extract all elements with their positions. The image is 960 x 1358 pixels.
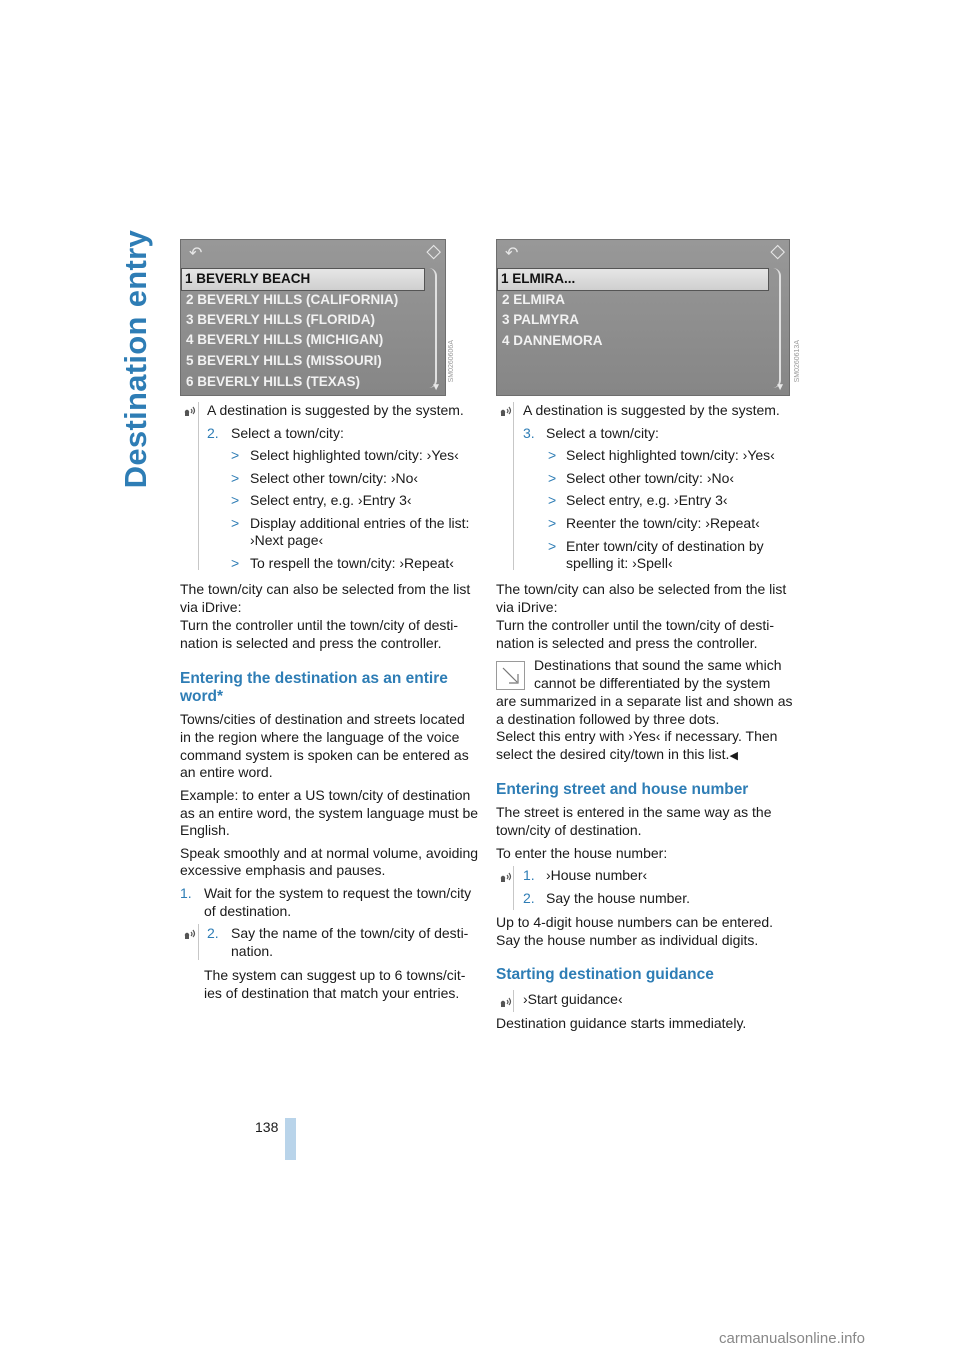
note-text: Destinations that sound the same which bbox=[534, 657, 782, 673]
paragraph: English. bbox=[180, 822, 230, 838]
paragraph: via iDrive: bbox=[180, 599, 242, 615]
paragraph: Say the house number as individual digits. bbox=[496, 932, 759, 948]
note-text: are summarized in a separate list and shown as bbox=[496, 693, 793, 709]
list-item: Select entry, e.g. ›Entry 3‹ bbox=[566, 492, 728, 508]
paragraph: To enter the house number: bbox=[496, 845, 668, 861]
paragraph: nation is selected and press the controller. bbox=[180, 635, 442, 651]
watermark: carmanualsonline.info bbox=[719, 1330, 865, 1347]
controller-dpad-icon: ◇ bbox=[426, 241, 441, 262]
screen-right bbox=[496, 239, 790, 396]
back-arrow-icon[interactable]: ↶ bbox=[189, 245, 203, 262]
list-item[interactable]: 3 PALMYRA bbox=[502, 312, 580, 327]
page-bar bbox=[285, 1118, 296, 1160]
voice-block-border bbox=[513, 866, 514, 910]
page-number: 138 bbox=[255, 1119, 279, 1135]
bullet-icon: > bbox=[231, 447, 240, 463]
voice-intro: A destination is suggested by the system. bbox=[523, 402, 780, 418]
step-text: nation. bbox=[231, 943, 274, 959]
list-item: Select highlighted town/city: ›Yes‹ bbox=[566, 447, 775, 463]
bullet-icon: > bbox=[231, 470, 240, 486]
step-number: 2. bbox=[523, 890, 535, 906]
list-item[interactable]: 6 BEVERLY HILLS (TEXAS) bbox=[186, 374, 361, 389]
paragraph: Turn the controller until the town/city of desti- bbox=[180, 617, 459, 633]
paragraph: command system is spoken can be entered as bbox=[180, 747, 469, 763]
list-item: Select highlighted town/city: ›Yes‹ bbox=[250, 447, 459, 463]
note-box bbox=[496, 661, 525, 690]
voice-block-border bbox=[513, 402, 514, 570]
voice-command-icon bbox=[499, 870, 513, 882]
bullet-icon: > bbox=[548, 447, 557, 463]
section-heading: Starting destination guidance bbox=[496, 966, 714, 983]
paragraph: an entire word. bbox=[180, 764, 273, 780]
back-arrow-icon[interactable]: ↶ bbox=[505, 245, 519, 262]
list-item[interactable]: 2 ELMIRA bbox=[502, 292, 566, 307]
voice-command-icon bbox=[499, 404, 513, 416]
paragraph: The system can suggest up to 6 towns/cit- bbox=[204, 967, 466, 983]
bullet-icon: > bbox=[231, 515, 240, 531]
step-text: Select a town/city: bbox=[546, 425, 659, 441]
step-number: 3. bbox=[523, 425, 535, 441]
bullet-icon: > bbox=[548, 538, 557, 554]
paragraph: Destination guidance starts immediately. bbox=[496, 1015, 747, 1031]
list-item[interactable]: 3 BEVERLY HILLS (FLORIDA) bbox=[186, 312, 376, 327]
paragraph: The town/city can also be selected from the list bbox=[496, 581, 787, 597]
section-heading: Entering street and house number bbox=[496, 781, 749, 798]
step-number: 1. bbox=[180, 885, 192, 901]
list-item[interactable]: 1 ELMIRA... bbox=[497, 268, 769, 291]
screen-left bbox=[180, 239, 446, 396]
note-text: select the desired city/town in this list.◀ bbox=[496, 746, 738, 762]
voice-block-border bbox=[513, 990, 514, 1012]
bullet-icon: > bbox=[548, 515, 557, 531]
paragraph: via iDrive: bbox=[496, 599, 558, 615]
section-heading: word* bbox=[180, 688, 224, 705]
list-item: Reenter the town/city: ›Repeat‹ bbox=[566, 515, 760, 531]
paragraph: nation is selected and press the controller. bbox=[496, 635, 758, 651]
paragraph: Example: to enter a US town/city of destination bbox=[180, 787, 471, 803]
end-mark-icon: ◀ bbox=[729, 750, 738, 762]
paragraph: The street is entered in the same way as the bbox=[496, 804, 772, 820]
step-text: ›House number‹ bbox=[546, 867, 648, 883]
list-item-cont: ›Next page‹ bbox=[250, 532, 324, 548]
step-text: Wait for the system to request the town/city bbox=[204, 885, 472, 901]
paragraph: excessive emphasis and pauses. bbox=[180, 862, 386, 878]
voice-block-border bbox=[198, 402, 199, 570]
list-item[interactable]: 4 BEVERLY HILLS (MICHIGAN) bbox=[186, 332, 384, 347]
list-item: Select other town/city: ›No‹ bbox=[250, 470, 419, 486]
list-item[interactable]: 1 BEVERLY BEACH bbox=[181, 268, 425, 291]
scroll-down-icon[interactable]: ▼ bbox=[775, 382, 785, 393]
step-number: 2. bbox=[207, 425, 219, 441]
voice-command-icon bbox=[499, 995, 513, 1007]
list-item: Select other town/city: ›No‹ bbox=[566, 470, 735, 486]
paragraph: town/city of destination. bbox=[496, 822, 642, 838]
list-item: Enter town/city of destination by bbox=[566, 538, 764, 554]
image-code: SM0260613A bbox=[794, 340, 801, 383]
list-item-cont: spelling it: ›Spell‹ bbox=[566, 555, 673, 571]
step-number: 1. bbox=[523, 867, 535, 883]
note-text: Select this entry with ›Yes‹ if necessary. Then bbox=[496, 728, 778, 744]
paragraph: as an entire word, the system language must be bbox=[180, 805, 479, 821]
voice-block-border bbox=[198, 924, 199, 960]
paragraph: The town/city can also be selected from the list bbox=[180, 581, 471, 597]
paragraph: ies of destination that match your entries. bbox=[204, 985, 460, 1001]
step-text: Say the name of the town/city of desti- bbox=[231, 925, 469, 941]
voice-command: ›Start guidance‹ bbox=[523, 991, 623, 1007]
paragraph: Towns/cities of destination and streets located bbox=[180, 711, 465, 727]
note-arrow-icon bbox=[497, 662, 524, 689]
list-item: Select entry, e.g. ›Entry 3‹ bbox=[250, 492, 412, 508]
scroll-down-icon[interactable]: ▼ bbox=[431, 382, 441, 393]
bullet-icon: > bbox=[231, 555, 240, 571]
paragraph: Turn the controller until the town/city of desti- bbox=[496, 617, 775, 633]
paragraph: Up to 4-digit house numbers can be entered. bbox=[496, 914, 774, 930]
paragraph: Speak smoothly and at normal volume, avoiding bbox=[180, 845, 479, 861]
step-text: of destination. bbox=[204, 903, 292, 919]
step-text: Say the house number. bbox=[546, 890, 690, 906]
voice-command-icon bbox=[183, 927, 197, 939]
scrollbar[interactable] bbox=[429, 268, 437, 388]
note-text: a destination followed by three dots. bbox=[496, 711, 720, 727]
paragraph: in the region where the language of the voice bbox=[180, 729, 460, 745]
controller-dpad-icon: ◇ bbox=[770, 241, 785, 262]
step-number: 2. bbox=[207, 925, 219, 941]
voice-intro: A destination is suggested by the system. bbox=[207, 402, 464, 418]
scrollbar[interactable] bbox=[773, 268, 781, 388]
bullet-icon: > bbox=[548, 470, 557, 486]
list-item[interactable]: 2 BEVERLY HILLS (CALIFORNIA) bbox=[186, 292, 399, 307]
image-code: SM0260606A bbox=[448, 340, 455, 383]
bullet-icon: > bbox=[231, 492, 240, 508]
step-text: Select a town/city: bbox=[231, 425, 344, 441]
list-item[interactable]: 5 BEVERLY HILLS (MISSOURI) bbox=[186, 353, 382, 368]
note-text: cannot be differentiated by the system bbox=[534, 675, 771, 691]
voice-command-icon bbox=[183, 404, 197, 416]
section-heading: Entering the destination as an entire bbox=[180, 670, 448, 687]
list-item: To respell the town/city: ›Repeat‹ bbox=[250, 555, 454, 571]
list-item[interactable]: 4 DANNEMORA bbox=[502, 333, 603, 348]
bullet-icon: > bbox=[548, 492, 557, 508]
list-item: Display additional entries of the list: bbox=[250, 515, 470, 531]
